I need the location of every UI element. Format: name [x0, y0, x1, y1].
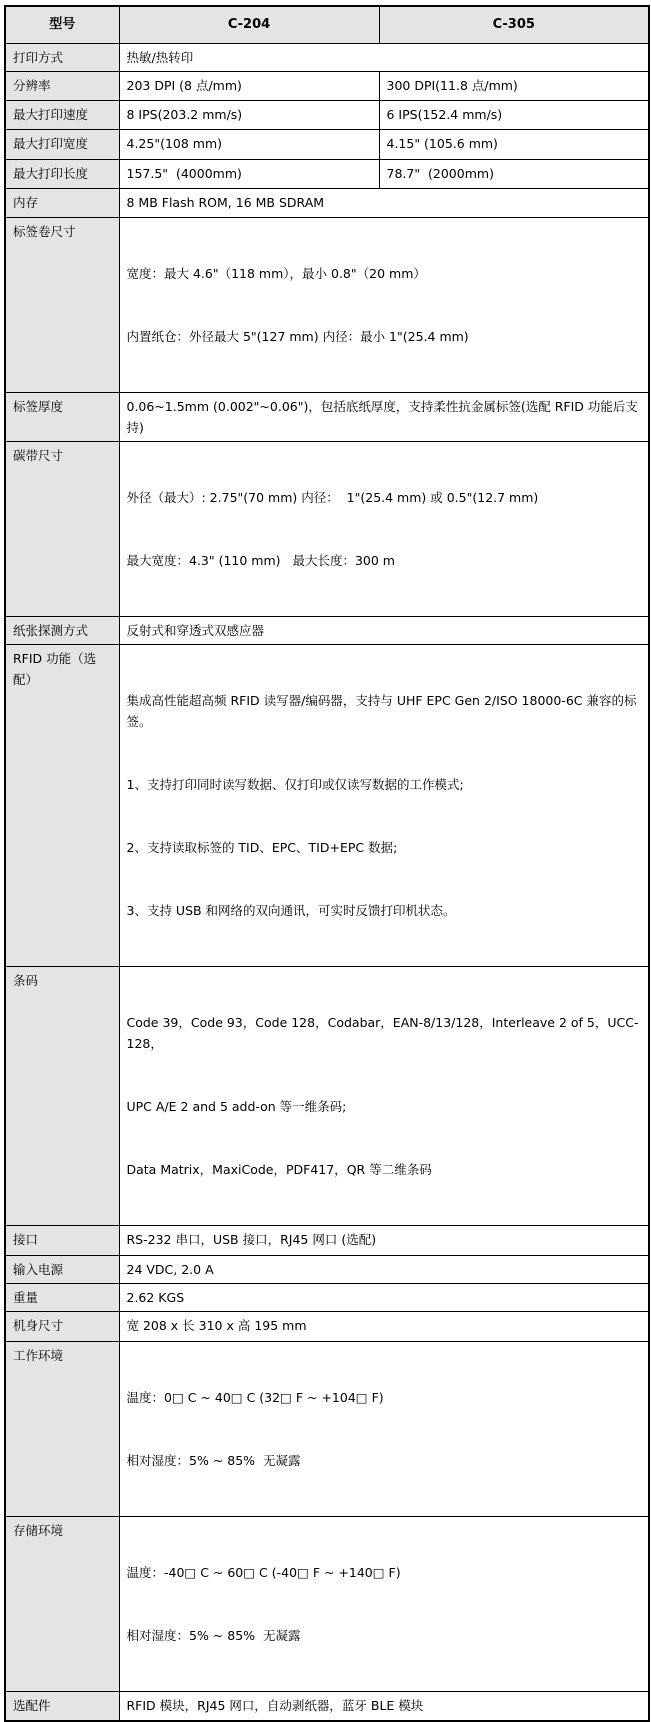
table-header-row	[5, 6, 649, 43]
row-value-line: 相对湿度：5% ~ 85% 无凝露	[126, 1452, 301, 1468]
row-value-line: 温度：-40□ C ~ 60□ C (-40□ F ~ +140□ F)	[126, 1564, 401, 1580]
row-label: 存储环境	[5, 1516, 119, 1691]
row-value-line: 外径（最大）: 2.75"(70 mm) 内径： 1"(25.4 mm) 或 0.5"(12.7 mm)	[126, 489, 539, 505]
row-label: 接口	[5, 1225, 119, 1255]
row-value-line: 相对湿度：5% ~ 85% 无凝露	[126, 1627, 301, 1643]
row-label: 工作环境	[5, 1341, 119, 1516]
table-row-label-roll-size	[5, 217, 649, 392]
row-value: 热敏/热转印	[119, 43, 649, 71]
row-value-c204: 8 IPS(203.2 mm/s)	[119, 100, 379, 129]
row-value-line: 1、支持打印同时读写数据、仅打印或仅读写数据的工作模式;	[126, 776, 464, 792]
table-row-barcodes	[5, 966, 649, 1225]
row-value: 24 VDC, 2.0 A	[119, 1255, 649, 1283]
table-row-input-power	[5, 1255, 649, 1283]
row-value: 8 MB Flash ROM, 16 MB SDRAM	[119, 188, 649, 217]
row-value-c305: 78.7" (2000mm)	[379, 159, 649, 188]
row-label: 条码	[5, 966, 119, 1225]
row-value-line: 温度：0□ C ~ 40□ C (32□ F ~ +104□ F)	[126, 1389, 384, 1405]
row-label: 分辨率	[5, 71, 119, 100]
table-row-resolution	[5, 71, 649, 100]
row-label: 标签卷尺寸	[5, 217, 119, 392]
row-label: 选配件	[5, 1691, 119, 1721]
row-value	[119, 217, 649, 392]
row-value: RFID 模块，RJ45 网口，自动剥纸器，蓝牙 BLE 模块	[119, 1691, 649, 1721]
header-model-c204: C-204	[119, 6, 379, 43]
row-value-c204: 4.25"(108 mm)	[119, 129, 379, 159]
row-label: 输入电源	[5, 1255, 119, 1283]
row-value-line: 内置纸仓：外径最大 5"(127 mm) 内径：最小 1"(25.4 mm)	[126, 328, 469, 344]
row-value	[119, 644, 649, 966]
table-row-max-speed	[5, 100, 649, 129]
table-row-body-dimensions	[5, 1311, 649, 1341]
row-value: 2.62 KGS	[119, 1283, 649, 1311]
table-row-media-sensor	[5, 616, 649, 644]
row-value-line: Code 39，Code 93，Code 128，Codabar，EAN-8/13/128，Interleave 2 of 5，UCC-128，	[126, 1014, 639, 1051]
table-row-options	[5, 1691, 649, 1721]
table-row-operating-environment	[5, 1341, 649, 1516]
printer-spec-table	[4, 5, 650, 1722]
row-value-c305: 300 DPI(11.8 点/mm)	[379, 71, 649, 100]
table-row-max-length	[5, 159, 649, 188]
row-value: 宽 208 x 长 310 x 高 195 mm	[119, 1311, 649, 1341]
row-value: 反射式和穿透式双感应器	[119, 616, 649, 644]
table-row-max-width	[5, 129, 649, 159]
row-label: 最大打印速度	[5, 100, 119, 129]
row-label: RFID 功能（选配）	[5, 644, 119, 966]
row-value-line: UPC A/E 2 and 5 add-on 等一维条码;	[126, 1098, 347, 1114]
row-label: 碳带尺寸	[5, 441, 119, 616]
row-label: 最大打印长度	[5, 159, 119, 188]
row-value: RS-232 串口，USB 接口，RJ45 网口 (选配)	[119, 1225, 649, 1255]
row-label: 重量	[5, 1283, 119, 1311]
row-label: 机身尺寸	[5, 1311, 119, 1341]
row-value	[119, 441, 649, 616]
row-value-line: 2、支持读取标签的 TID、EPC、TID+EPC 数据;	[126, 839, 398, 855]
table-row-rfid-function	[5, 644, 649, 966]
row-value-line: Data Matrix，MaxiCode，PDF417，QR 等二维条码	[126, 1161, 432, 1177]
row-label: 打印方式	[5, 43, 119, 71]
table-row-label-thickness	[5, 392, 649, 441]
table-row-storage-environment	[5, 1516, 649, 1691]
row-value	[119, 966, 649, 1225]
row-value-c305: 4.15" (105.6 mm)	[379, 129, 649, 159]
row-value-line: 3、支持 USB 和网络的双向通讯，可实时反馈打印机状态。	[126, 902, 456, 918]
row-value-line: 集成高性能超高频 RFID 读写器/编码器，支持与 UHF EPC Gen 2/ISO 18000-6C 兼容的标签。	[126, 692, 637, 729]
row-label: 最大打印宽度	[5, 129, 119, 159]
row-value	[119, 1341, 649, 1516]
table-row-interfaces	[5, 1225, 649, 1255]
row-label: 内存	[5, 188, 119, 217]
table-row-ribbon-size	[5, 441, 649, 616]
table-row-weight	[5, 1283, 649, 1311]
header-model-label: 型号	[5, 6, 119, 43]
row-value	[119, 1516, 649, 1691]
row-value-c204: 157.5" (4000mm)	[119, 159, 379, 188]
row-label: 标签厚度	[5, 392, 119, 441]
table-row-print-method	[5, 43, 649, 71]
table-row-memory	[5, 188, 649, 217]
row-label: 纸张探测方式	[5, 616, 119, 644]
row-value-c305: 6 IPS(152.4 mm/s)	[379, 100, 649, 129]
row-value-c204: 203 DPI (8 点/mm)	[119, 71, 379, 100]
row-value: 0.06~1.5mm (0.002"~0.06")，包括底纸厚度，支持柔性抗金属标签(选配 RFID 功能后支持)	[119, 392, 649, 441]
row-value-line: 宽度：最大 4.6"（118 mm），最小 0.8"（20 mm）	[126, 265, 426, 281]
row-value-line: 最大宽度：4.3" (110 mm) 最大长度：300 m	[126, 552, 395, 568]
header-model-c305: C-305	[379, 6, 649, 43]
